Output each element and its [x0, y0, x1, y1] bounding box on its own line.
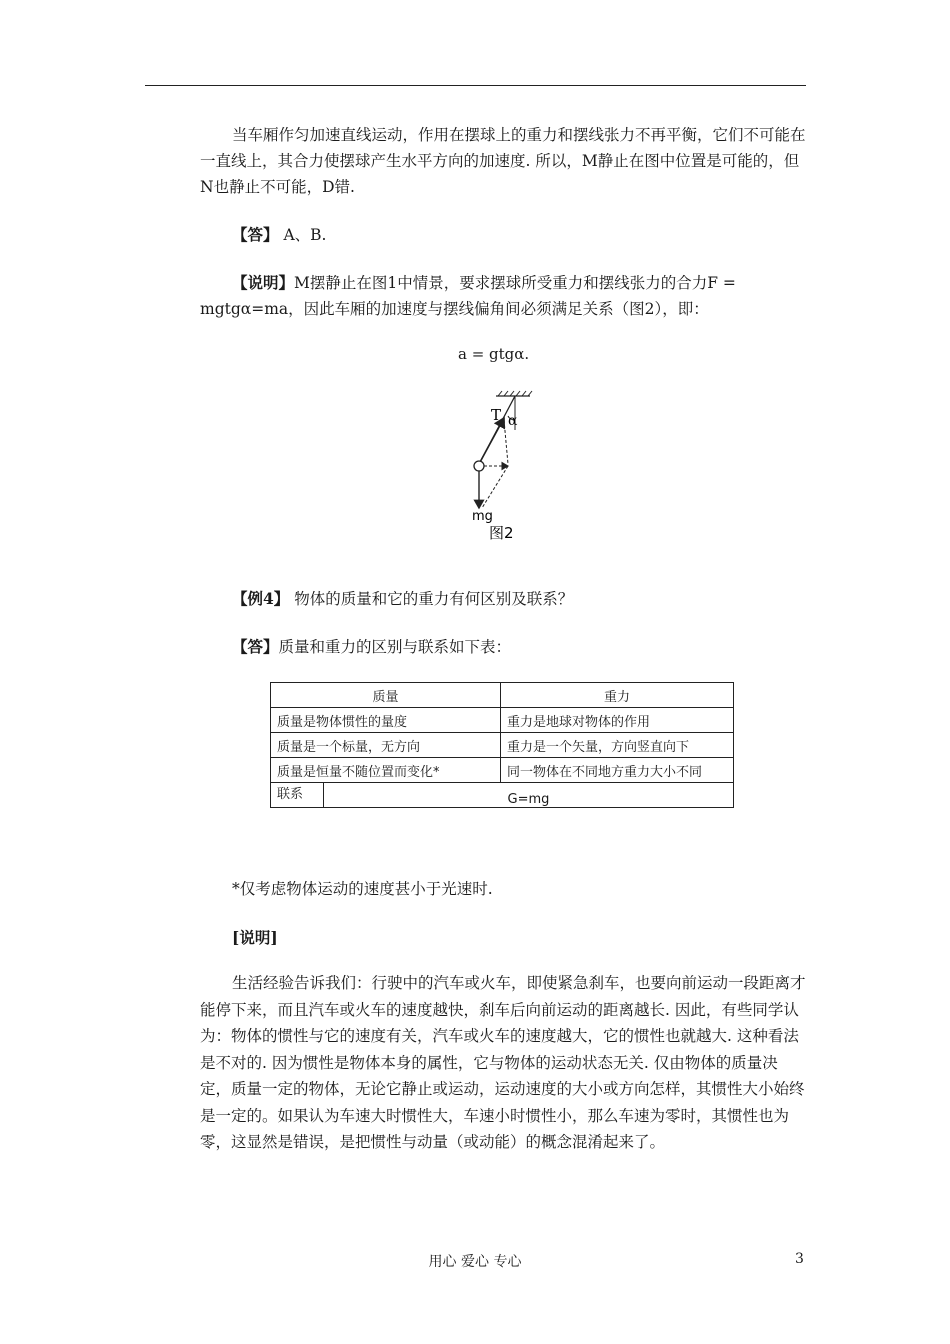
answer-1: [232, 222, 806, 248]
parallelogram-side-2: [482, 466, 508, 508]
weight-label: mg: [472, 509, 493, 524]
answer-4-label: 【答】: [232, 637, 279, 656]
explanation-2-label: [说明]: [232, 928, 278, 947]
table-header-row: [271, 683, 734, 708]
example-4-text: 物体的质量和它的重力有何区别及联系？: [294, 590, 574, 608]
footnote: *仅考虑物体运动的速度甚小于光速时.: [232, 880, 493, 898]
table-header-mass: 质量: [271, 683, 501, 708]
table-row: [271, 708, 734, 733]
table-cell: 重力是一个矢量，方向竖直向下: [500, 733, 733, 758]
relation-value: G=mg: [324, 783, 734, 808]
ceiling-hatch: [498, 391, 532, 396]
paragraph-car-acceleration: 当车厢作匀加速直线运动，作用在摆球上的重力和摆线张力不再平衡，它们不可能在一直线上，其合力使摆球产生水平方向的加速度. 所以，M静止在图中位置是可能的，但N也静止不可能，D错.: [200, 126, 806, 196]
pendulum-figure: [458, 390, 548, 545]
table-cell: 质量是一个标量，无方向: [271, 733, 501, 758]
angle-label: α: [508, 413, 518, 429]
answer-4-text: 质量和重力的区别与联系如下表：: [278, 638, 512, 656]
pendulum-bob: [474, 461, 484, 471]
table-row: [271, 733, 734, 758]
mass-weight-table: [270, 682, 734, 808]
explanation-1-label: 【说明】: [232, 273, 295, 292]
table-cell: 质量是恒量不随位置而变化*: [271, 758, 501, 783]
explanation-1-text: M摆静止在图1中情景，要求摆球所受重力和摆线张力的合力F = mgtgα=ma，因此车厢的加速度与摆线偏角间必须满足关系（图2），即：: [200, 274, 736, 318]
relation-label: 联系: [271, 783, 324, 808]
table-cell: 质量是物体惯性的量度: [271, 708, 501, 733]
table-relation-row: [271, 783, 734, 808]
answer-4: [232, 634, 806, 660]
answer-1-label: 【答】: [232, 225, 279, 244]
table-row: [271, 758, 734, 783]
formula: a = gtgα.: [458, 345, 530, 363]
example-4: [232, 586, 806, 612]
table-header-weight: 重力: [500, 683, 733, 708]
table-cell: 同一物体在不同地方重力大小不同: [500, 758, 733, 783]
tension-arrow: [479, 418, 504, 464]
paragraph-inertia: 生活经验告诉我们：行驶中的汽车或火车，即使紧急刹车，也要向前运动一段距离才能停下来，而且汽车或火车的速度越快，刹车后向前运动的距离越长. 因此，有些同学认为：物体的惯性与它的速度有关，汽车或火车的速度越大，它的惯性也就越大. 这种看法是不对的. 因为惯性是物体本身的属性，它与物体的运动状态无关. 仅由物体的质量决定，质量一定的物体，无论它静止或运动，运动速度的大小或方向怎样，其惯性大小始终是一定的。如果认为车速大时惯性大，车速小时惯性小，那么车速为零时，其惯性也为零，这显然是错误，是把惯性与动量（或动能）的概念混淆起来了。: [200, 974, 806, 1151]
figure-caption: 图2: [489, 524, 514, 542]
table-cell: 重力是地球对物体的作用: [500, 708, 733, 733]
explanation-1: [200, 270, 806, 322]
example-4-label: 【例4】: [232, 589, 290, 608]
header-rule: [145, 85, 806, 86]
page-footer: 用心 爱心 专心: [428, 1254, 522, 1270]
tension-label: T: [491, 406, 502, 424]
page-number: 3: [795, 1251, 804, 1267]
answer-1-text: A、B.: [283, 226, 327, 244]
